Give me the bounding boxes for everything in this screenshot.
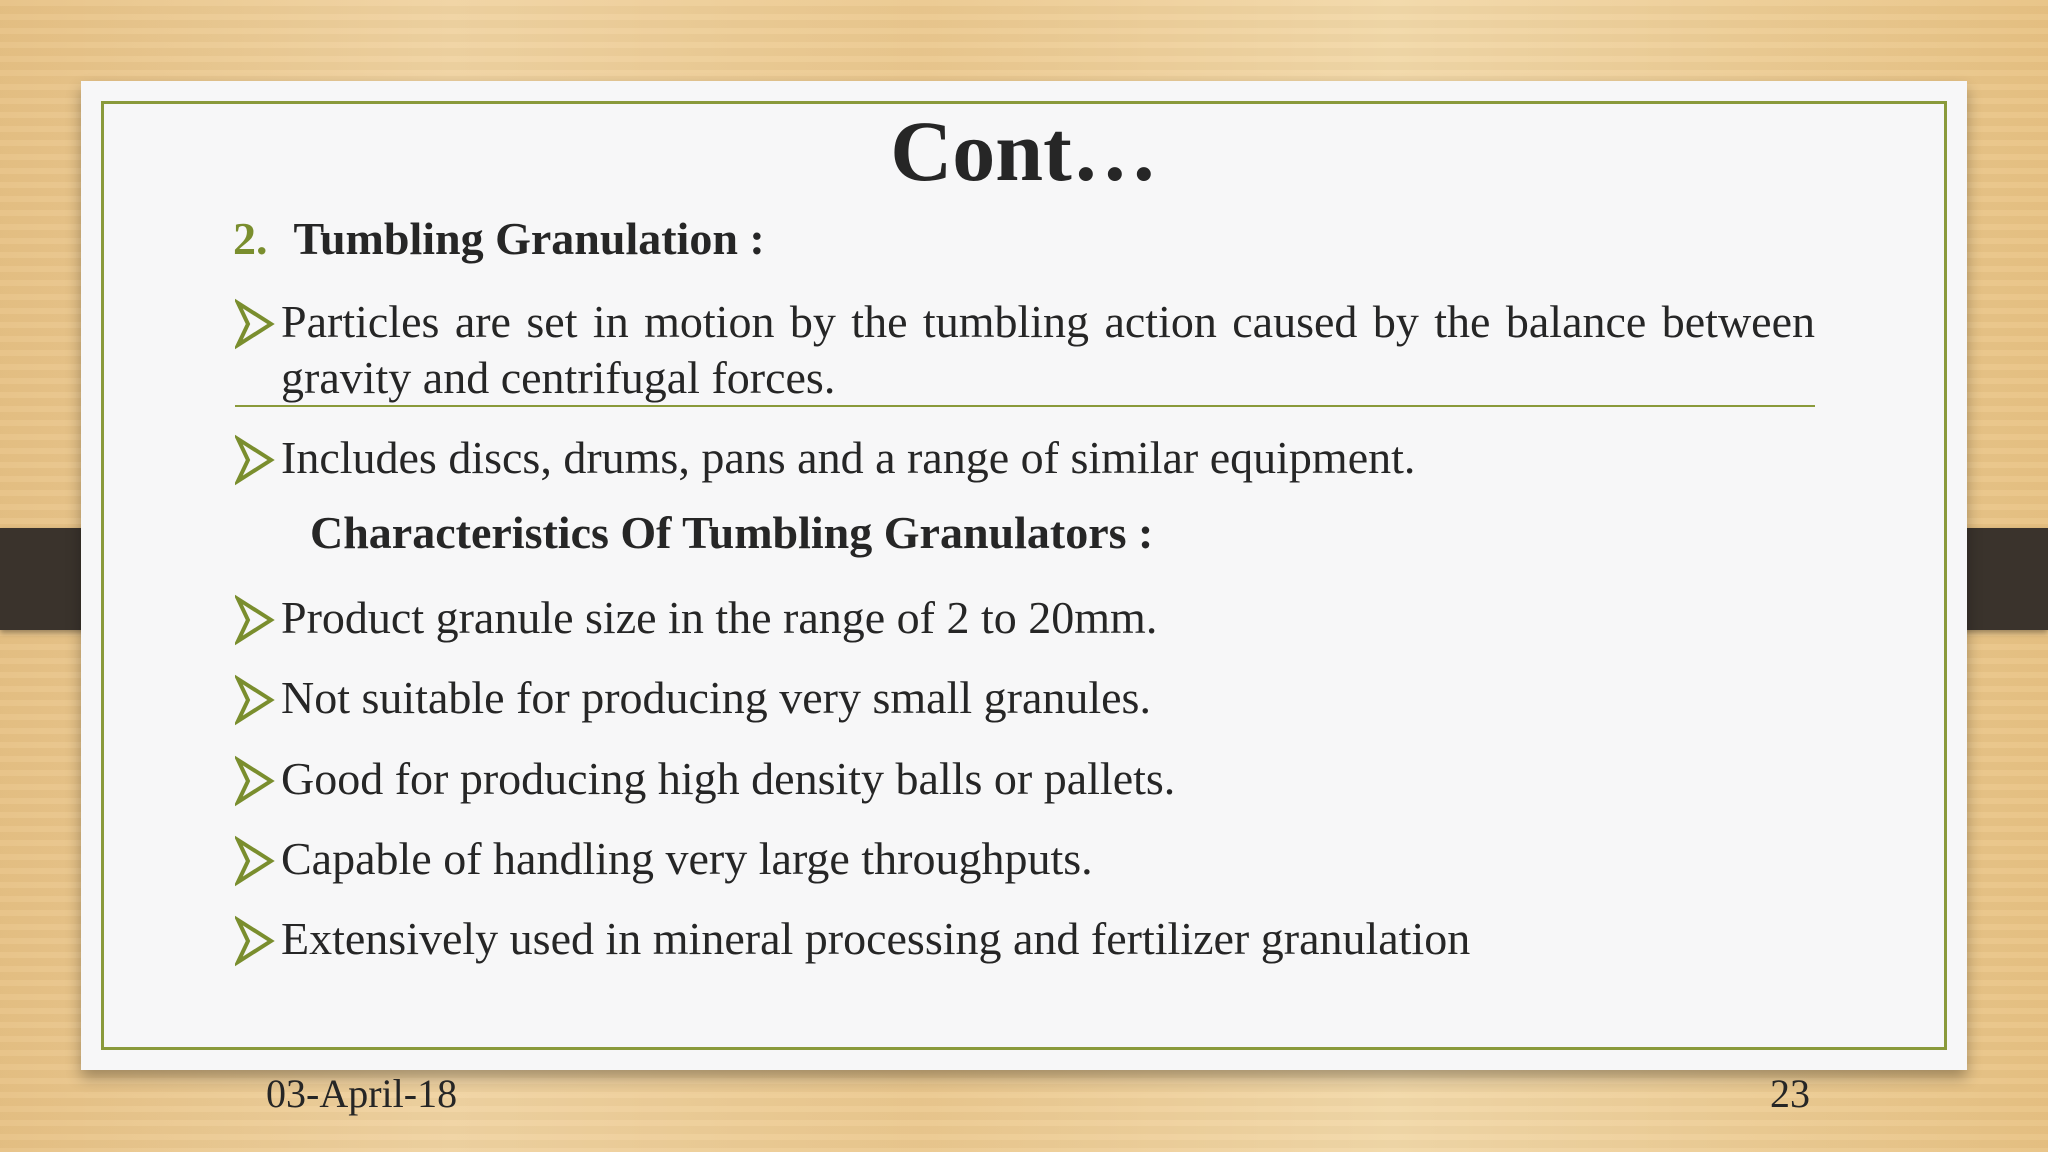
arrow-bullet-icon	[235, 590, 281, 646]
characteristic-item	[235, 831, 1815, 887]
section-heading	[233, 212, 765, 265]
arrow-bullet-icon	[235, 430, 281, 486]
characteristic-text: Product granule size in the range of 2 to 20mm.	[281, 592, 1158, 643]
bullet-text: Particles are set in motion by the tumbling action caused by the balance between gravity and centrifugal forces.	[281, 296, 1815, 403]
arrow-bullet-icon	[235, 751, 281, 807]
footer-date: 03-April-18	[266, 1071, 458, 1116]
characteristic-item	[235, 670, 1815, 726]
arrow-bullet-icon	[235, 911, 281, 967]
slide-number: 23	[1770, 1071, 1810, 1116]
characteristic-text: Not suitable for producing very small granules.	[281, 672, 1151, 723]
characteristic-text: Extensively used in mineral processing and fertilizer granulation	[281, 913, 1471, 964]
characteristic-item	[235, 751, 1815, 807]
section-number: 2.	[233, 213, 268, 264]
bullet-text: Includes discs, drums, pans and a range of similar equipment.	[281, 432, 1416, 483]
arrow-bullet-icon	[235, 294, 281, 350]
arrow-bullet-icon	[235, 831, 281, 887]
characteristic-text: Capable of handling very large throughputs.	[281, 833, 1093, 884]
bullet-item	[235, 430, 1815, 486]
characteristic-item	[235, 911, 1815, 967]
section-label: Tumbling Granulation :	[293, 213, 765, 264]
divider-line	[235, 405, 1815, 407]
arrow-bullet-icon	[235, 670, 281, 726]
characteristic-text: Good for producing high density balls or pallets.	[281, 753, 1176, 804]
characteristic-item	[235, 590, 1815, 646]
slide-title: Cont…	[890, 103, 1158, 199]
bullet-item	[235, 294, 1815, 406]
characteristics-heading: Characteristics Of Tumbling Granulators :	[310, 507, 1154, 558]
